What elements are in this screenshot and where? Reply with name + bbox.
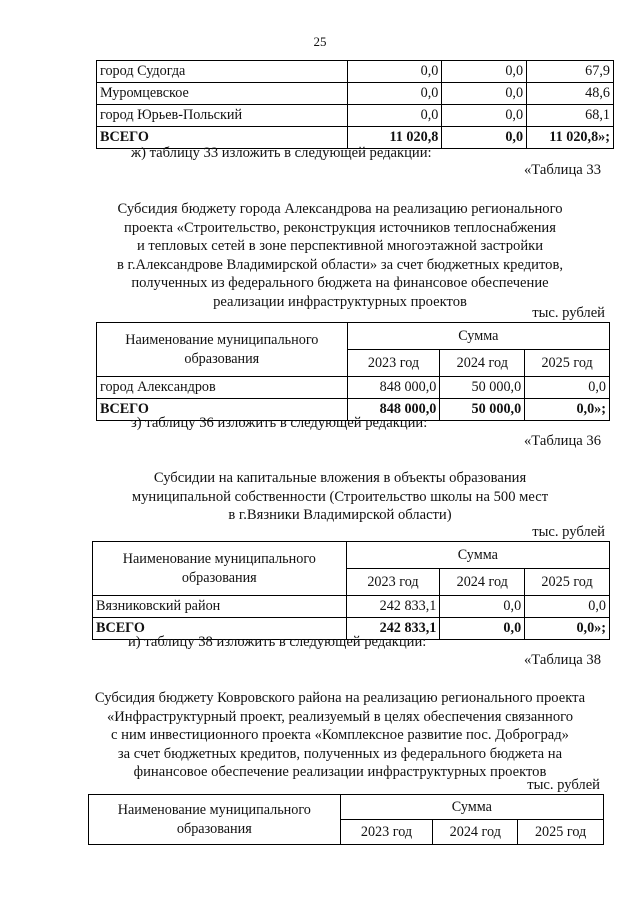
total-label: ВСЕГО [97, 127, 348, 149]
total-2025: 11 020,8»; [527, 127, 614, 149]
title-line: и тепловых сетей в зоне перспективной многоэтажной застройки [136, 238, 544, 255]
total-label: ВСЕГО [93, 618, 347, 640]
header-year-2023: 2023 год [347, 350, 440, 377]
row-name: город Судогда [97, 61, 348, 83]
value-2023: 0,0 [347, 61, 442, 83]
table-36 [92, 541, 610, 640]
value-2023: 0,0 [347, 105, 442, 127]
page-number: 25 [313, 34, 327, 49]
header-year-2023: 2023 год [340, 820, 433, 845]
total-2023: 848 000,0 [347, 399, 440, 421]
table-33 [96, 322, 610, 421]
table-row [93, 596, 610, 618]
instruction-zh: ж) таблицу 33 изложить в следующей редакции: [131, 145, 432, 161]
header-year-2024: 2024 год [440, 350, 525, 377]
table-header-row [97, 323, 610, 350]
title-line: Субсидия бюджету Ковровского района на реализацию регионального проекта [94, 690, 586, 706]
table-row [97, 377, 610, 399]
total-2025: 0,0»; [525, 618, 610, 640]
title-line: в г.Вязники Владимирской области) [228, 507, 452, 524]
title-line: проекта «Строительство, реконструкция источников теплоснабжения [124, 219, 556, 236]
value-2025: 68,1 [527, 105, 614, 127]
total-2025: 0,0»; [525, 399, 610, 421]
title-line: с ним инвестиционного проекта «Комплексное развитие пос. Доброград» [111, 727, 569, 744]
header-name-col: Наименование муниципального образования [89, 795, 341, 845]
instruction-i: и) таблицу 38 изложить в следующей редакции: [128, 634, 427, 650]
total-2023: 11 020,8 [347, 127, 442, 149]
total-2024: 0,0 [442, 127, 527, 149]
section-title-zh [60, 200, 620, 312]
value-2023: 242 833,1 [346, 596, 440, 618]
value-2025: 0,0 [525, 596, 610, 618]
title-line: Субсидии на капитальные вложения в объекты образования [153, 470, 527, 486]
header-year-2024: 2024 год [433, 820, 518, 845]
title-line: «Инфраструктурный проект, реализуемый в целях обеспечения связанного [106, 708, 574, 725]
section-title-z [60, 469, 620, 525]
value-2023: 0,0 [347, 83, 442, 105]
units-label: тыс. рублей [532, 305, 605, 321]
table-header-row [93, 542, 610, 569]
value-2024: 0,0 [440, 596, 525, 618]
title-line: муниципальной собственности (Строительство школы на 500 мест [131, 488, 549, 505]
value-2024: 0,0 [442, 105, 527, 127]
total-2024: 0,0 [440, 618, 525, 640]
units-label: тыс. рублей [532, 524, 605, 540]
section-title-i [60, 689, 620, 782]
header-sum: Сумма [347, 323, 609, 350]
header-year-2025: 2025 год [525, 350, 610, 377]
table-ref-38: «Таблица 38 [524, 652, 602, 668]
table-row [97, 83, 614, 105]
top-table [96, 60, 614, 149]
value-2023: 848 000,0 [347, 377, 440, 399]
title-line: полученных из федерального бюджета на финансовое обеспечение [131, 275, 549, 292]
header-sum: Сумма [340, 795, 603, 820]
table-row [97, 61, 614, 83]
row-name: Муромцевское [97, 83, 348, 105]
value-2025: 67,9 [527, 61, 614, 83]
row-name: город Александров [97, 377, 348, 399]
header-year-2023: 2023 год [346, 569, 440, 596]
value-2024: 50 000,0 [440, 377, 525, 399]
value-2024: 0,0 [442, 83, 527, 105]
header-year-2025: 2025 год [518, 820, 604, 845]
header-sum: Сумма [346, 542, 609, 569]
instruction-z: з) таблицу 36 изложить в следующей редакции: [131, 415, 428, 431]
table-ref-36: «Таблица 36 [524, 433, 602, 449]
table-38 [88, 794, 604, 845]
title-line: реализации инфраструктурных проектов [213, 293, 467, 310]
value-2025: 0,0 [525, 377, 610, 399]
header-name-col: Наименование муниципального образования [93, 542, 347, 596]
total-2024: 50 000,0 [440, 399, 525, 421]
row-name: город Юрьев-Польский [97, 105, 348, 127]
total-label: ВСЕГО [97, 399, 348, 421]
header-name-col: Наименование муниципального образования [97, 323, 348, 377]
header-year-2024: 2024 год [440, 569, 525, 596]
value-2025: 48,6 [527, 83, 614, 105]
units-label: тыс. рублей [527, 777, 600, 793]
title-line: за счет бюджетных кредитов, полученных из федерального бюджета на [117, 745, 563, 762]
table-row [97, 105, 614, 127]
total-2023: 242 833,1 [346, 618, 440, 640]
row-name: Вязниковский район [93, 596, 347, 618]
table-ref-33: «Таблица 33 [524, 162, 602, 178]
header-year-2025: 2025 год [525, 569, 610, 596]
value-2024: 0,0 [442, 61, 527, 83]
title-line: Субсидия бюджету города Александрова на реализацию регионального [117, 201, 563, 217]
title-line: финансовое обеспечение реализации инфраструктурных проектов [133, 764, 547, 781]
title-line: в г.Александрове Владимирской области» за счет бюджетных кредитов, [117, 256, 563, 273]
table-header-row [89, 795, 604, 820]
